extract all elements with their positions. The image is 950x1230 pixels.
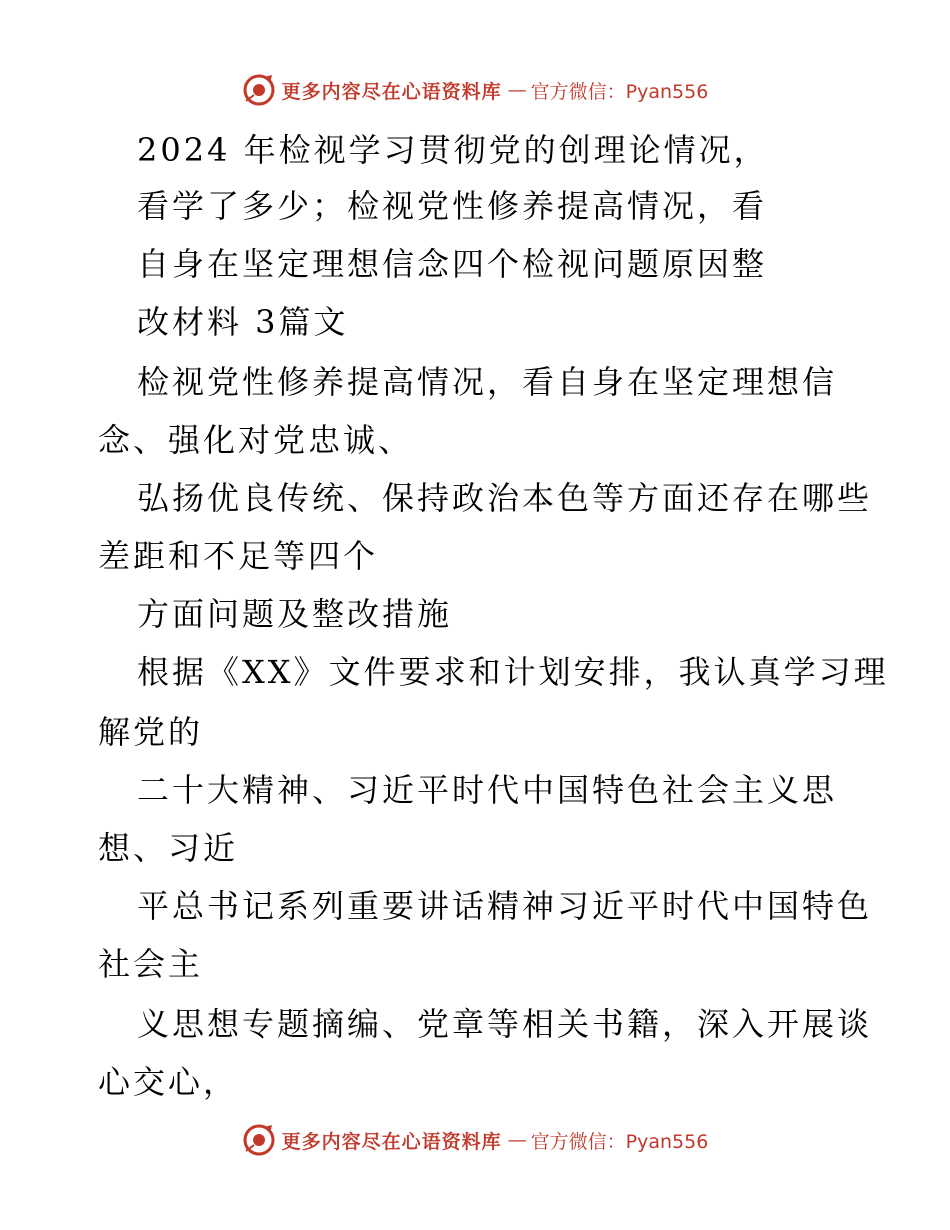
footer-wechat-text: 官方微信：Pyan556 [530, 1130, 709, 1153]
footer-banner [0, 1120, 950, 1160]
doc-line: 义思想专题摘编、党章等相关书籍，深入开展谈 [137, 1005, 873, 1043]
header-banner [0, 70, 950, 110]
footer-separator: — [507, 1129, 525, 1151]
pen-quill-logo-icon [242, 1123, 276, 1157]
doc-line: 方面问题及整改措施 [137, 595, 453, 633]
footer-banner-text: 更多内容尽在心语资料库 [281, 1130, 502, 1153]
doc-line: 念、强化对党忠诚、 [98, 421, 414, 459]
doc-line: 检视党性修养提高情况，看自身在坚定理想信 [137, 363, 838, 401]
header-banner-text: 更多内容尽在心语资料库 [281, 80, 502, 103]
doc-line: 想、习近 [98, 829, 239, 867]
doc-line: 改材料 3篇文 [137, 303, 349, 341]
doc-line: 自身在坚定理想信念四个检视问题原因整 [137, 245, 768, 283]
doc-line: 社会主 [98, 945, 204, 983]
doc-line: 根据《XX》文件要求和计划安排，我认真学习理 [137, 653, 889, 691]
pen-quill-logo-icon [242, 73, 276, 107]
header-separator: — [507, 79, 525, 101]
doc-line: 2024 年检视学习贯彻党的创理论情况， [137, 131, 769, 169]
doc-line: 差距和不足等四个 [98, 537, 379, 575]
doc-line: 解党的 [98, 713, 204, 751]
doc-line: 二十大精神、习近平时代中国特色社会主义思 [137, 771, 838, 809]
doc-line: 平总书记系列重要讲话精神习近平时代中国特色 [137, 887, 873, 925]
doc-line: 弘扬优良传统、保持政治本色等方面还存在哪些 [137, 479, 873, 517]
header-wechat-text: 官方微信：Pyan556 [530, 80, 709, 103]
doc-line: 看学了多少；检视党性修养提高情况，看 [137, 187, 768, 225]
doc-line: 心交心， [98, 1063, 239, 1101]
